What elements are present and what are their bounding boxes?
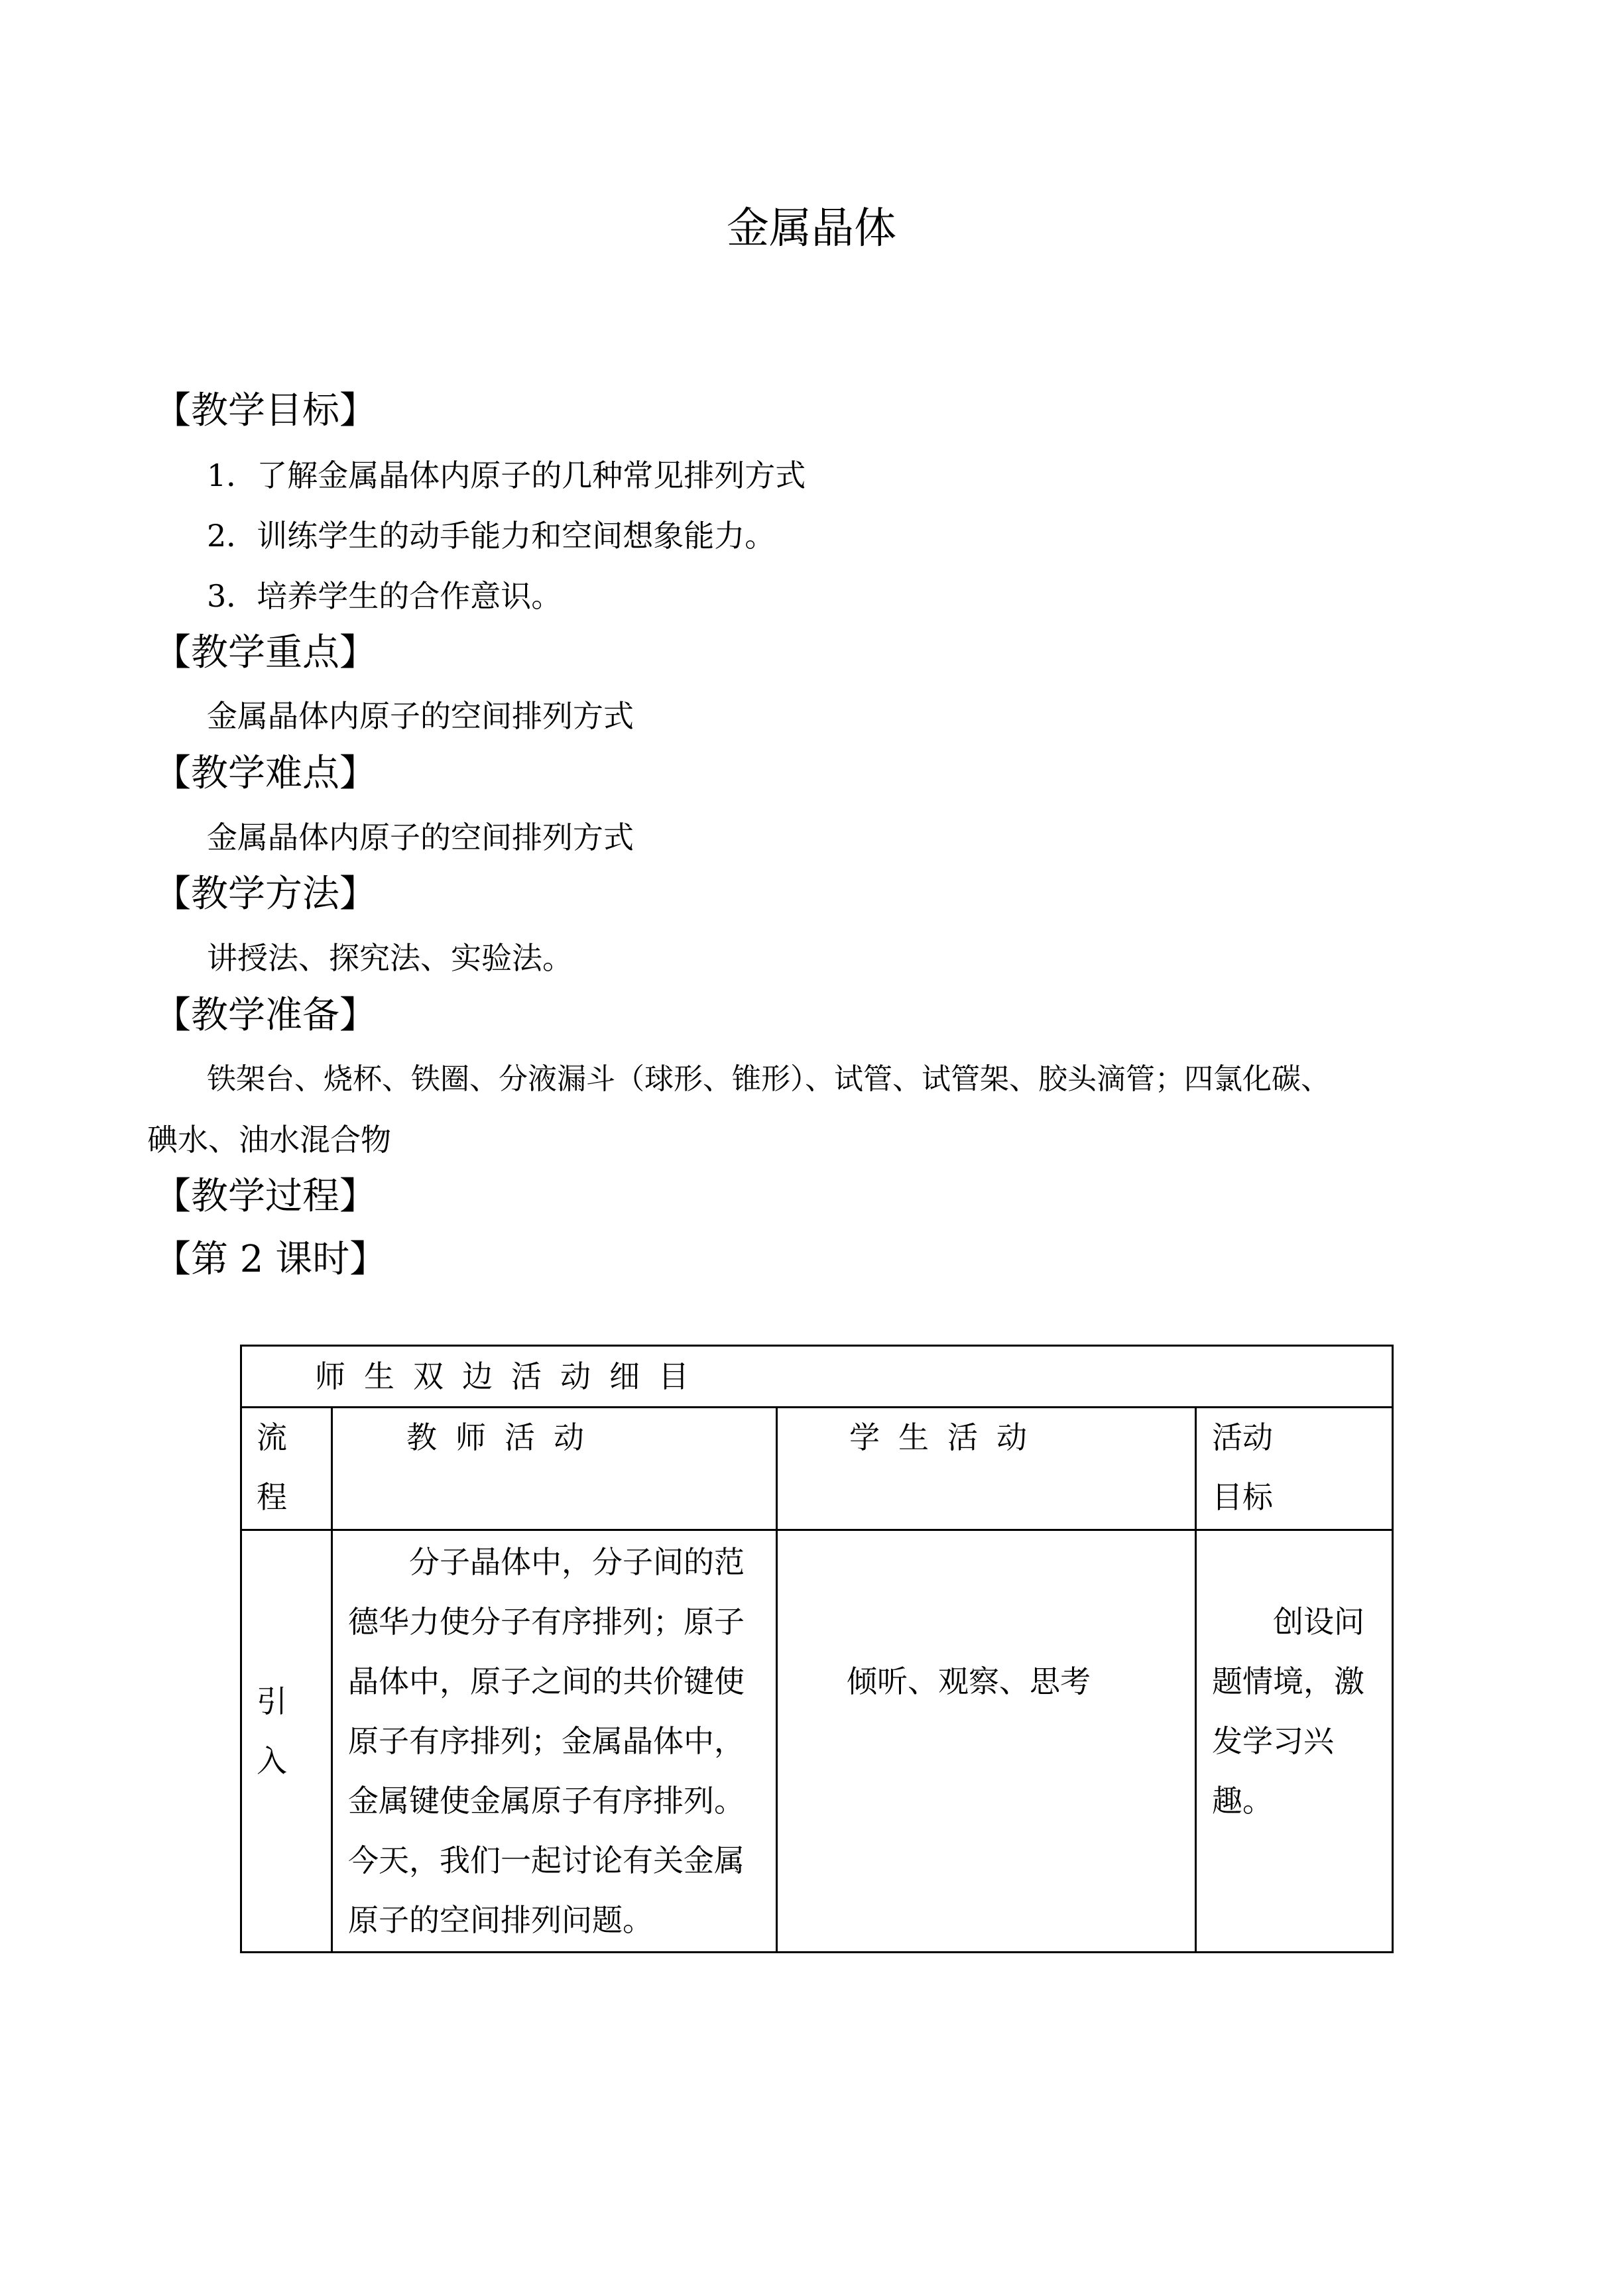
page-title: 金属晶体 (727, 204, 896, 253)
key-points-heading: 【教学重点】 (154, 631, 377, 674)
header-student-activity: 学生活动 (849, 1420, 1046, 1455)
activity-table (240, 1345, 1394, 1953)
objective-item: 2．训练学生的动手能力和空间想象能力。 (207, 518, 776, 554)
lesson-heading: 【第 2 课时】 (154, 1238, 387, 1281)
objectives-heading: 【教学目标】 (154, 389, 377, 432)
objective-item: 3．培养学生的合作意识。 (207, 578, 562, 614)
key-points-text: 金属晶体内原子的空间排列方式 (207, 698, 634, 734)
table-divider (1195, 1406, 1197, 1951)
header-goal: 活动 (1212, 1420, 1273, 1455)
preparation-heading: 【教学准备】 (154, 994, 377, 1037)
table-divider (776, 1406, 778, 1951)
table-caption: 师生双边活动细目 (315, 1359, 707, 1394)
row-goal: 创设问题情境，激发学习兴趣。 (1212, 1604, 1364, 1819)
table-divider (242, 1529, 1392, 1531)
objective-item: 1．了解金属晶体内原子的几种常见排列方式 (207, 457, 806, 493)
row-student-activity: 倾听、观察、思考 (847, 1663, 1091, 1699)
preparation-text-line2: 碘水、油水混合物 (147, 1122, 391, 1158)
row-flow: 引 (257, 1683, 287, 1719)
process-heading: 【教学过程】 (154, 1175, 377, 1218)
header-teacher-activity: 教师活动 (406, 1420, 603, 1455)
preparation-text-line1: 铁架台、烧杯、铁圈、分液漏斗（球形、锥形）、试管、试管架、胶头滴管；四氯化碳、 (207, 1062, 1330, 1096)
methods-heading: 【教学方法】 (154, 873, 377, 916)
difficulties-heading: 【教学难点】 (154, 752, 377, 795)
header-flow: 程 (257, 1479, 287, 1515)
row-flow: 入 (257, 1743, 287, 1779)
methods-text: 讲授法、探究法、实验法。 (207, 940, 573, 976)
table-divider (331, 1406, 333, 1951)
row-teacher-activity: 分子晶体中，分子间的范德华力使分子有序排列；原子晶体中，原子之间的共价键使原子有序排列；金属晶体中，金属键使金属原子有序排列。今天，我们一起讨论有关金属原子的空间排列问题。 (348, 1544, 745, 1938)
header-flow: 流 (257, 1420, 287, 1455)
difficulties-text: 金属晶体内原子的空间排列方式 (207, 819, 634, 855)
header-goal: 目标 (1212, 1479, 1273, 1515)
